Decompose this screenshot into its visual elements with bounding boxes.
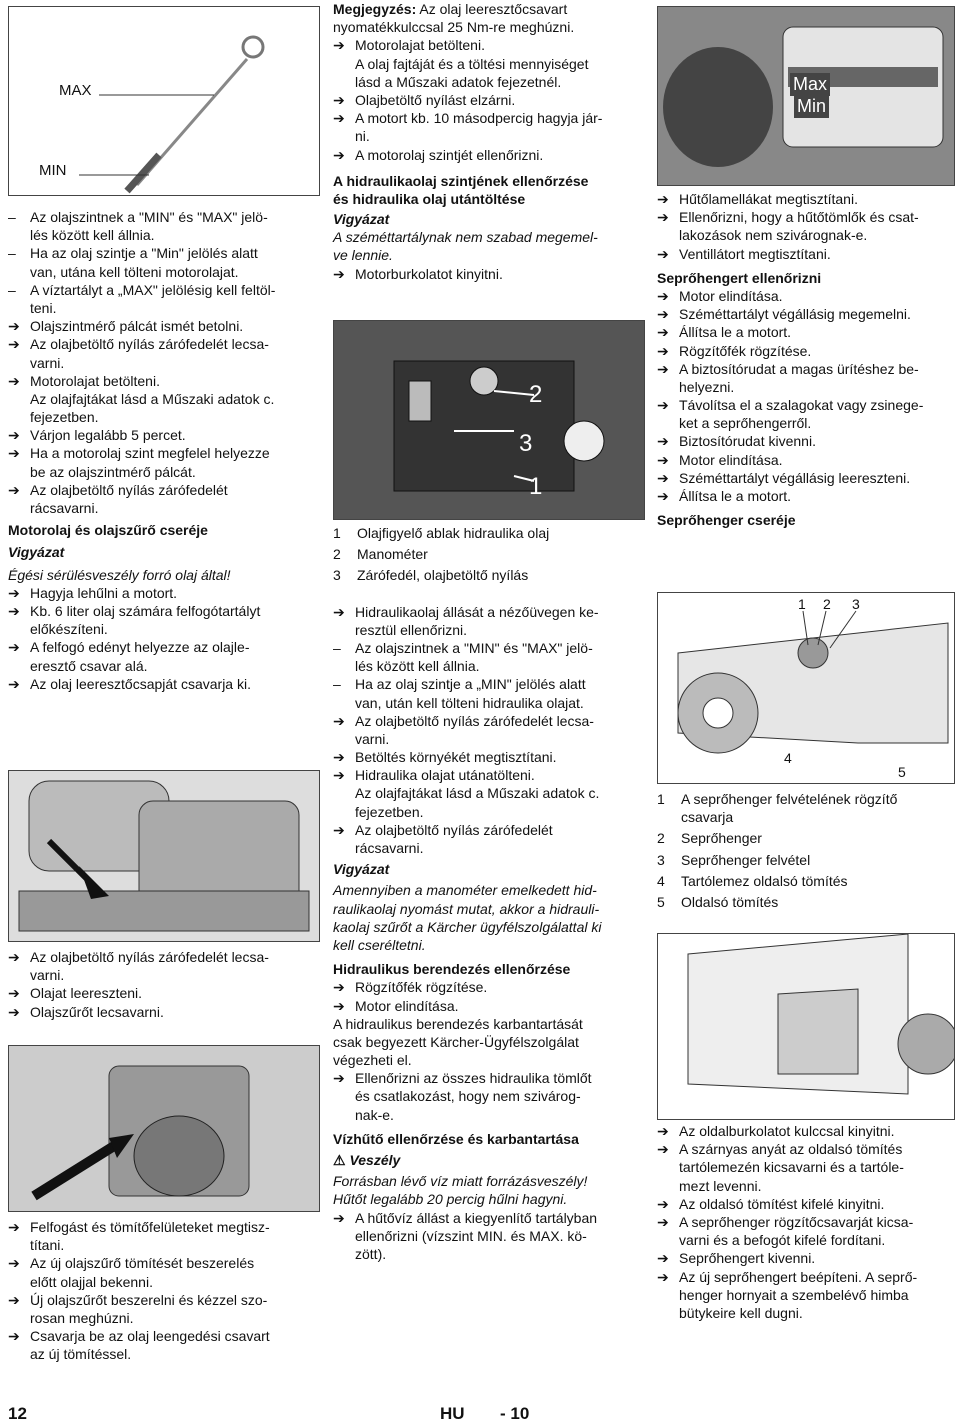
text-line: Az oldalburkolatot kulccsal kinyitni. bbox=[679, 1123, 895, 1139]
hydraulic-callout-1: 1 bbox=[529, 473, 543, 500]
text-line: Csavarja be az olaj leengedési csavart bbox=[30, 1328, 270, 1345]
text-line: Az olajbetöltő nyílás zárófedelét lecsa- bbox=[30, 949, 269, 965]
text-line: Az új olajszűrő tömítését beszerelés bbox=[30, 1255, 255, 1272]
text-line: Állítsa le a motort. bbox=[679, 324, 792, 341]
engine-bottom-illustration bbox=[9, 771, 319, 941]
text-line: Az olajbetöltő nyílás zárófedelét bbox=[355, 821, 553, 838]
text-line: Ellenőrizni, hogy a hűtőtömlők és csat- bbox=[679, 209, 919, 226]
text-line: fejezetben. bbox=[355, 803, 424, 820]
legend-number: 3 bbox=[333, 567, 341, 584]
text-line: varni. bbox=[355, 730, 390, 747]
text-line: előtt olajjal bekenni. bbox=[30, 1273, 153, 1290]
text-line: bütykeire kell dugni. bbox=[679, 1304, 803, 1321]
legend-number: 2 bbox=[333, 546, 341, 563]
text-line: A biztosítórudat a magas ürítéshez be- bbox=[679, 360, 919, 377]
note-text: Az olaj leeresztőcsavart bbox=[416, 1, 568, 17]
arrow-bullet-icon: ➔ bbox=[657, 451, 669, 468]
section-heading: Seprőhenger cseréje bbox=[657, 512, 796, 529]
arrow-bullet-icon: ➔ bbox=[657, 245, 669, 262]
text-line: lásd a Műszaki adatok fejezetnél. bbox=[355, 73, 562, 90]
warning-text: kell cseréltetni. bbox=[333, 936, 426, 953]
text-line: tartólemezén kicsavarni és a tartóle- bbox=[679, 1159, 904, 1176]
arrow-bullet-icon: ➔ bbox=[8, 639, 20, 656]
text-line: Távolítsa el a szalagokat vagy zsinege- bbox=[679, 397, 924, 414]
text-line: Motor elindítása. bbox=[679, 287, 783, 304]
text-line: Az olajbetöltő nyílás zárófedelét bbox=[30, 481, 228, 498]
note-label: Megjegyzés: bbox=[333, 1, 417, 17]
warning-text: Hűtőt legalább 20 percig hűlni hagyni. bbox=[333, 1191, 568, 1208]
text-line: Az új seprőhengert beépíteni. A seprő- bbox=[679, 1268, 918, 1285]
text-line: eresztő csavar alá. bbox=[30, 657, 148, 674]
warning-text: Égési sérülésveszély forró olaj által! bbox=[8, 566, 231, 583]
text-line: Hűtőlamellákat megtisztítani. bbox=[679, 191, 858, 207]
arrow-bullet-icon: ➔ bbox=[8, 675, 20, 692]
text-line: ellenőrizni (vízszint MIN. és MAX. kö- bbox=[355, 1227, 587, 1244]
warning-text: raulikaolaj nyomást mutat, akkor a hidrauli- bbox=[333, 900, 600, 917]
brush-roller-illustration bbox=[658, 593, 954, 783]
arrow-bullet-icon: ➔ bbox=[8, 584, 20, 601]
dash-bullet: – bbox=[333, 639, 341, 656]
text-line: A seprőhenger rögzítőcsavarját kicsa- bbox=[679, 1213, 914, 1230]
arrow-bullet-icon: ➔ bbox=[657, 191, 669, 207]
arrow-bullet-icon: ➔ bbox=[8, 445, 20, 462]
brush-callout-5: 5 bbox=[898, 764, 906, 780]
text-line: az új tömítéssel. bbox=[30, 1346, 132, 1363]
text-line: Az olajszintnek a "MIN" és "MAX" jelö- bbox=[355, 639, 593, 656]
text-line: resztül ellenőrizni. bbox=[355, 621, 468, 638]
text-line: van, utána kell tölteni motorolajat. bbox=[30, 263, 239, 280]
text-line: Az olajszintnek a "MIN" és "MAX" jelö- bbox=[30, 209, 268, 225]
text-line: títani. bbox=[30, 1237, 65, 1254]
column-3-top bbox=[657, 190, 957, 529]
section-heading: Vízhűtő ellenőrzése és karbantartása bbox=[333, 1130, 579, 1147]
text-line: Rögzítőfék rögzítése. bbox=[679, 342, 812, 359]
column-2-top bbox=[333, 0, 643, 283]
dash-bullet: – bbox=[8, 281, 16, 298]
text-line: előkészíteni. bbox=[30, 621, 108, 638]
hydraulic-callout-2: 2 bbox=[529, 381, 543, 408]
brush-callout-1: 1 bbox=[798, 596, 806, 612]
arrow-bullet-icon: ➔ bbox=[657, 1213, 669, 1230]
arrow-bullet-icon: ➔ bbox=[657, 342, 669, 359]
arrow-bullet-icon: ➔ bbox=[8, 336, 20, 353]
text-line: Motorolajat betölteni. bbox=[355, 37, 485, 54]
warning-label: Vigyázat bbox=[333, 211, 390, 228]
hydraulic-tank-illustration bbox=[334, 321, 644, 519]
arrow-bullet-icon: ➔ bbox=[333, 821, 345, 838]
legend-number: 1 bbox=[657, 791, 665, 807]
legend-number: 1 bbox=[333, 525, 341, 541]
hydraulic-tank-figure bbox=[333, 320, 645, 520]
legend-text: Oldalsó tömítés bbox=[681, 893, 779, 910]
text-line: Az oldalsó tömítést kifelé kinyitni. bbox=[679, 1195, 885, 1212]
text-line: Ha az olaj szintje a "Min" jelölés alatt bbox=[30, 245, 258, 262]
text-line: Állítsa le a motort. bbox=[679, 488, 792, 504]
text-line: csak begyezett Kärcher-Ügyfélszolgálat bbox=[333, 1033, 579, 1050]
section-heading: és hidraulika olaj utántöltése bbox=[333, 190, 526, 207]
text-line: Motorburkolatot kinyitni. bbox=[355, 265, 503, 282]
arrow-bullet-icon: ➔ bbox=[8, 1291, 20, 1308]
dash-bullet: – bbox=[333, 676, 341, 693]
arrow-bullet-icon: ➔ bbox=[333, 603, 345, 620]
text-line: mezt levenni. bbox=[679, 1177, 762, 1194]
text-line: Biztosítórudat kivenni. bbox=[679, 433, 816, 450]
text-line: Ha az olaj szintje a „MIN" jelölés alatt bbox=[355, 676, 586, 693]
legend-number: 3 bbox=[657, 851, 665, 868]
text-line: van, után kell tölteni hidraulika olajat. bbox=[355, 694, 584, 711]
text-line: A szárnyas anyát az oldalsó tömítés bbox=[679, 1141, 903, 1158]
text-line: zött). bbox=[355, 1245, 387, 1262]
arrow-bullet-icon: ➔ bbox=[333, 749, 345, 766]
text-line: Várjon legalább 5 percet. bbox=[30, 427, 186, 444]
arrow-bullet-icon: ➔ bbox=[333, 1209, 345, 1226]
arrow-bullet-icon: ➔ bbox=[8, 949, 20, 965]
column-1 bbox=[8, 208, 318, 693]
oil-filter-illustration bbox=[9, 1046, 319, 1211]
hydraulic-callout-3: 3 bbox=[519, 430, 533, 457]
arrow-bullet-icon: ➔ bbox=[333, 997, 345, 1014]
text-line: A hűtővíz állást a kiegyenlítő tartályban bbox=[355, 1209, 598, 1226]
text-line: Széméttartályt végállásig leereszteni. bbox=[679, 469, 911, 486]
text-line: Seprőhengert kivenni. bbox=[679, 1250, 816, 1267]
arrow-bullet-icon: ➔ bbox=[8, 602, 20, 619]
brush-callout-4: 4 bbox=[784, 750, 792, 766]
text-line: Az olaj leeresztőcsapját csavarja ki. bbox=[30, 675, 251, 692]
arrow-bullet-icon: ➔ bbox=[8, 985, 20, 1002]
text-line: varni. bbox=[30, 354, 65, 371]
arrow-bullet-icon: ➔ bbox=[657, 1123, 669, 1139]
text-line: Ventillátort megtisztítani. bbox=[679, 245, 831, 262]
brush-callout-2: 2 bbox=[823, 596, 831, 612]
text-line: Új olajszűrőt beszerelni és kézzel szo- bbox=[30, 1291, 268, 1308]
arrow-bullet-icon: ➔ bbox=[657, 1141, 669, 1158]
sub-page-number: - 10 bbox=[500, 1404, 530, 1423]
text-line: Motorolajat betölteni. bbox=[30, 372, 160, 389]
arrow-bullet-icon: ➔ bbox=[8, 427, 20, 444]
column-1-mid bbox=[8, 948, 318, 1021]
brush-callout-3: 3 bbox=[852, 596, 860, 612]
drain-plug-figure bbox=[8, 770, 320, 942]
danger-label: Veszély bbox=[349, 1152, 401, 1168]
text-line: Olajat leereszteni. bbox=[30, 985, 143, 1002]
column-3-mid bbox=[657, 790, 957, 911]
arrow-bullet-icon: ➔ bbox=[657, 1250, 669, 1267]
text-line: A felfogó edényt helyezze az olajle- bbox=[30, 639, 250, 656]
text-line: lakozások nem szivárognak-e. bbox=[679, 227, 868, 244]
page-number: 12 bbox=[8, 1404, 27, 1423]
text-line: henger hornyait a szembelévő himba bbox=[679, 1286, 909, 1303]
column-2-mid bbox=[333, 524, 643, 1263]
text-line: rosan meghúzni. bbox=[30, 1309, 134, 1326]
text-line: Széméttartályt végállásig megemelni. bbox=[679, 306, 911, 323]
warning-text: ve lennie. bbox=[333, 247, 393, 264]
text-line: ni. bbox=[355, 128, 370, 145]
arrow-bullet-icon: ➔ bbox=[657, 1268, 669, 1285]
legend-number: 4 bbox=[657, 872, 665, 889]
column-3-bottom bbox=[657, 1122, 957, 1322]
text-line: Hagyja lehűlni a motort. bbox=[30, 584, 178, 601]
legend-text: Seprőhenger felvétel bbox=[681, 851, 811, 868]
warning-triangle-icon: ⚠ bbox=[333, 1152, 350, 1168]
text-line: A motorolaj szintjét ellenőrizni. bbox=[355, 146, 544, 163]
arrow-bullet-icon: ➔ bbox=[657, 360, 669, 377]
arrow-bullet-icon: ➔ bbox=[657, 324, 669, 341]
text-line: Az olajfajtákat lásd a Műszaki adatok c. bbox=[355, 785, 600, 802]
coolant-min-label: Min bbox=[794, 95, 829, 118]
legend-text: Seprőhenger bbox=[681, 830, 762, 847]
text-line: Motor elindítása. bbox=[355, 997, 459, 1014]
arrow-bullet-icon: ➔ bbox=[657, 433, 669, 450]
brush-roller-figure bbox=[657, 592, 955, 784]
legend-text: csavarja bbox=[681, 809, 734, 826]
warning-label: Vigyázat bbox=[333, 861, 390, 878]
arrow-bullet-icon: ➔ bbox=[333, 110, 345, 127]
text-line: Betöltés környékét megtisztítani. bbox=[355, 749, 557, 766]
text-line: Olajszűrőt lecsavarni. bbox=[30, 1003, 164, 1020]
side-seal-figure bbox=[657, 933, 955, 1120]
arrow-bullet-icon: ➔ bbox=[8, 1328, 20, 1345]
arrow-bullet-icon: ➔ bbox=[333, 265, 345, 282]
arrow-bullet-icon: ➔ bbox=[8, 318, 20, 335]
text-line: be az olajszintmérő pálcát. bbox=[30, 463, 196, 480]
text-line: varni. bbox=[30, 967, 65, 984]
arrow-bullet-icon: ➔ bbox=[657, 1195, 669, 1212]
legend-text: Olajfigyelő ablak hidraulika olaj bbox=[357, 525, 550, 541]
arrow-bullet-icon: ➔ bbox=[333, 91, 345, 108]
text-line: lés között kell állnia. bbox=[355, 658, 480, 675]
oil-filter-figure bbox=[8, 1045, 320, 1212]
text-line: Hidraulika olajat utánatölteni. bbox=[355, 767, 535, 784]
text-line: rácsavarni. bbox=[355, 840, 424, 856]
arrow-bullet-icon: ➔ bbox=[657, 287, 669, 304]
arrow-bullet-icon: ➔ bbox=[657, 469, 669, 486]
section-heading: A hidraulikaolaj szintjének ellenőrzése bbox=[333, 172, 589, 189]
arrow-bullet-icon: ➔ bbox=[8, 481, 20, 498]
section-heading: Seprőhengert ellenőrizni bbox=[657, 269, 822, 286]
text-line: Olajszintmérő pálcát ismét betolni. bbox=[30, 318, 244, 335]
text-line: nak-e. bbox=[355, 1106, 394, 1123]
text-line: fejezetben. bbox=[30, 409, 99, 426]
arrow-bullet-icon: ➔ bbox=[333, 979, 345, 996]
text-line: nyomatékkulccsal 25 Nm-re meghúzni. bbox=[333, 19, 575, 36]
text-line: A motort kb. 10 másodpercig hagyja jár- bbox=[355, 110, 603, 127]
text-line: Kb. 6 liter olaj számára felfogótartályt bbox=[30, 602, 261, 619]
text-line: lés között kell állnia. bbox=[30, 227, 155, 244]
arrow-bullet-icon: ➔ bbox=[8, 1003, 20, 1020]
warning-text: kaolaj szűrőt a Kärcher ügyfélszolgálattal ki bbox=[333, 918, 602, 935]
text-line: A víztartályt a „MAX" jelölésig kell feltöl- bbox=[30, 281, 276, 298]
arrow-bullet-icon: ➔ bbox=[333, 37, 345, 54]
text-line: Az olajbetöltő nyílás zárófedelét lecsa- bbox=[30, 336, 269, 353]
text-line: és csatlakozást, hogy nem szivárog- bbox=[355, 1088, 581, 1105]
dash-bullet: – bbox=[8, 209, 16, 225]
text-line: végezheti el. bbox=[333, 1052, 412, 1069]
side-seal-illustration bbox=[658, 934, 954, 1119]
text-line: Az olajbetöltő nyílás zárófedelét lecsa- bbox=[355, 712, 594, 729]
text-line: Rögzítőfék rögzítése. bbox=[355, 979, 488, 996]
arrow-bullet-icon: ➔ bbox=[8, 1255, 20, 1272]
arrow-bullet-icon: ➔ bbox=[333, 712, 345, 729]
text-line: Motor elindítása. bbox=[679, 451, 783, 468]
legend-text: A seprőhenger felvételének rögzítő bbox=[681, 791, 898, 807]
arrow-bullet-icon: ➔ bbox=[8, 372, 20, 389]
text-line: helyezni. bbox=[679, 378, 735, 395]
warning-label: Vigyázat bbox=[8, 544, 65, 561]
text-line: rácsavarni. bbox=[30, 500, 99, 516]
text-line: varni és a befogót kifelé fordítani. bbox=[679, 1232, 886, 1249]
text-line: ket a seprőhengerről. bbox=[679, 415, 812, 432]
legend-number: 5 bbox=[657, 893, 665, 910]
dash-bullet: – bbox=[8, 245, 16, 262]
legend-number: 2 bbox=[657, 830, 665, 847]
text-line: Olajbetöltő nyílást elzárni. bbox=[355, 91, 516, 108]
column-1-bottom bbox=[8, 1218, 318, 1364]
text-line: A olaj fajtáját és a töltési mennyiséget bbox=[355, 55, 589, 72]
legend-text: Manométer bbox=[357, 546, 428, 563]
warning-text: Forrásban lévő víz miatt forrázásveszély! bbox=[333, 1173, 588, 1190]
coolant-max-label: Max bbox=[790, 73, 830, 96]
arrow-bullet-icon: ➔ bbox=[657, 488, 669, 504]
text-line: Felfogást és tömítőfelületeket megtisz- bbox=[30, 1219, 270, 1235]
arrow-bullet-icon: ➔ bbox=[333, 146, 345, 163]
legend-text: Tartólemez oldalsó tömítés bbox=[681, 872, 848, 889]
max-label: MAX bbox=[59, 82, 92, 99]
section-heading: Motorolaj és olajszűrő cseréje bbox=[8, 522, 208, 539]
text-line: Hidraulikaolaj állását a nézőüvegen ke- bbox=[355, 603, 599, 620]
arrow-bullet-icon: ➔ bbox=[8, 1219, 20, 1235]
text-line: Ellenőrizni az összes hidraulika tömlőt bbox=[355, 1070, 592, 1087]
arrow-bullet-icon: ➔ bbox=[657, 306, 669, 323]
section-heading: Hidraulikus berendezés ellenőrzése bbox=[333, 961, 571, 978]
language-code: HU bbox=[440, 1404, 465, 1423]
warning-text: A széméttartálynak nem szabad megemel- bbox=[333, 229, 598, 246]
arrow-bullet-icon: ➔ bbox=[657, 209, 669, 226]
legend-text: Zárófedél, olajbetöltő nyílás bbox=[357, 567, 529, 584]
arrow-bullet-icon: ➔ bbox=[333, 767, 345, 784]
text-line: teni. bbox=[30, 299, 57, 316]
arrow-bullet-icon: ➔ bbox=[333, 1070, 345, 1087]
arrow-bullet-icon: ➔ bbox=[657, 397, 669, 414]
warning-text: Amennyiben a manométer emelkedett hid- bbox=[333, 882, 597, 899]
dipstick-figure bbox=[8, 6, 320, 196]
text-line: Ha a motorolaj szint megfelel helyezze bbox=[30, 445, 270, 462]
coolant-tank-figure bbox=[657, 6, 955, 186]
min-label: MIN bbox=[39, 162, 67, 179]
text-line: Az olajfajtákat lásd a Műszaki adatok c. bbox=[30, 390, 275, 407]
text-line: A hidraulikus berendezés karbantartását bbox=[333, 1015, 583, 1032]
